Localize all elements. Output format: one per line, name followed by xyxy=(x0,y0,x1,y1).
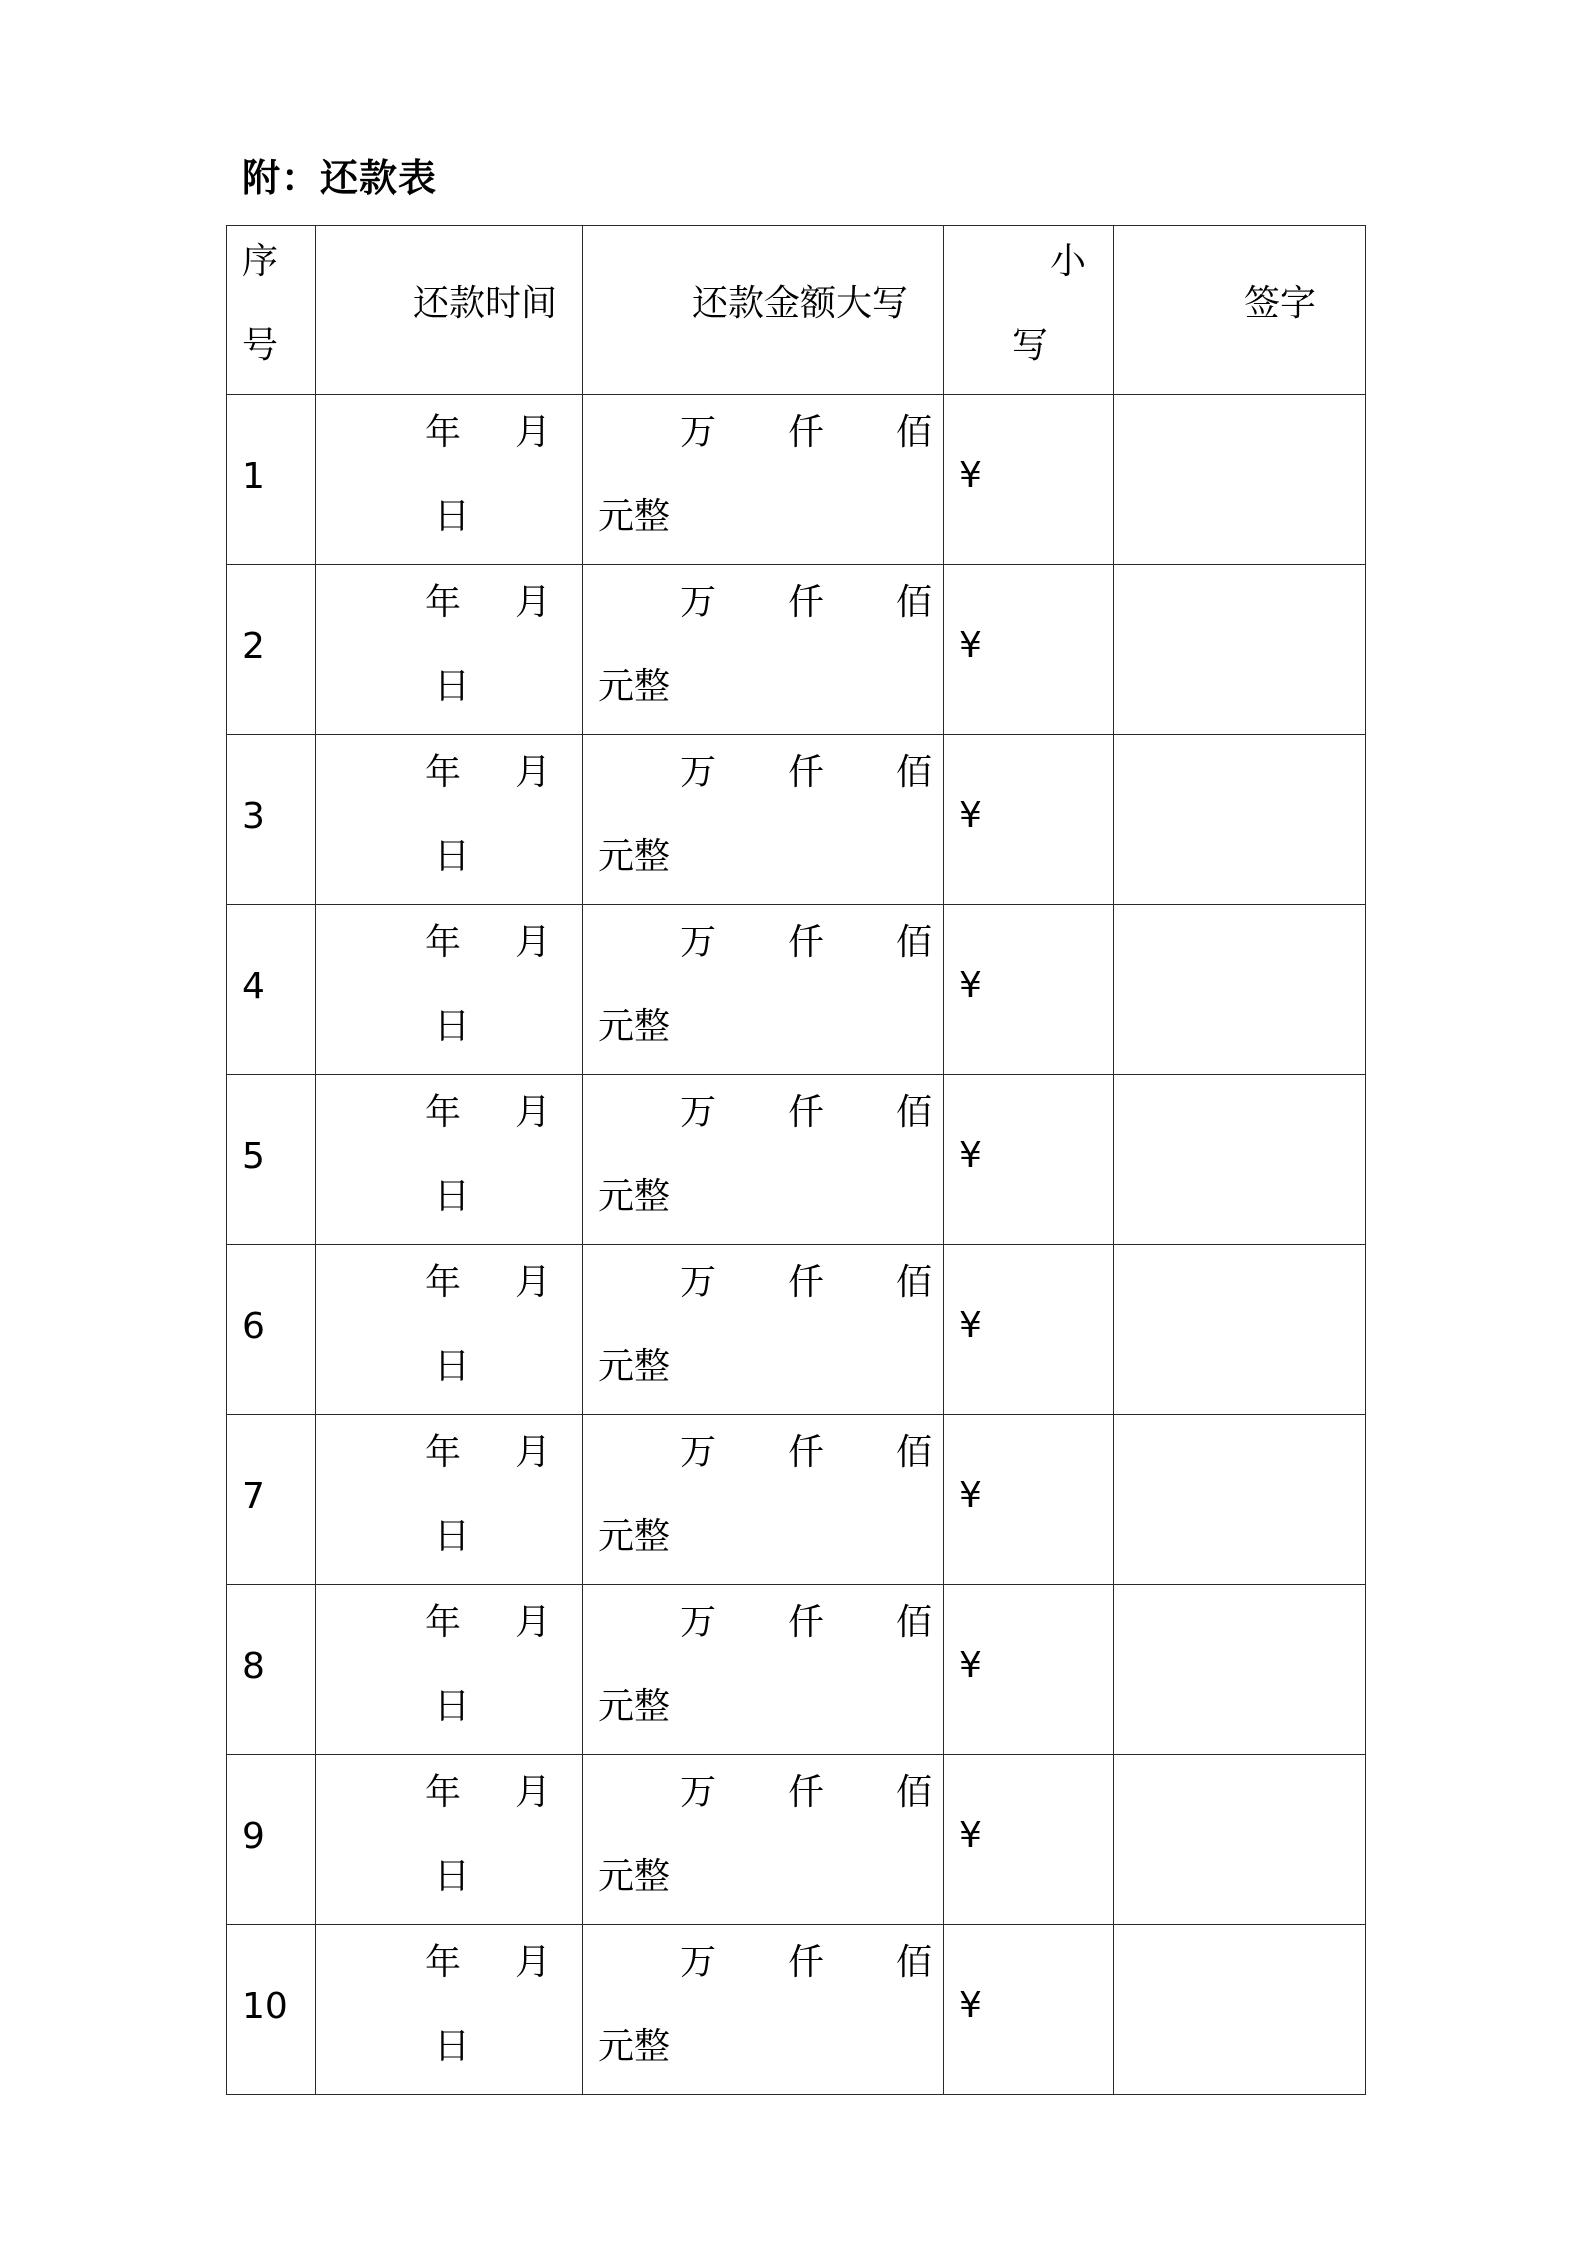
yen-sign: ¥ xyxy=(959,1135,982,1176)
seq-cell xyxy=(227,1755,316,1925)
table-row xyxy=(227,565,1366,735)
seq-cell xyxy=(227,1925,316,2095)
amount-words-cell[interactable] xyxy=(583,1075,944,1245)
yen-sign: ¥ xyxy=(959,455,982,496)
seq-cell xyxy=(227,1075,316,1245)
amount-figure-cell[interactable] xyxy=(944,565,1114,735)
day-label: 日 xyxy=(434,836,471,877)
wan-label: 万 xyxy=(680,412,717,453)
year-label: 年 xyxy=(425,1262,462,1303)
year-label: 年 xyxy=(425,1942,462,1983)
day-label: 日 xyxy=(434,1516,471,1557)
seq-cell xyxy=(227,565,316,735)
header-seq-bottom: 号 xyxy=(242,325,279,366)
date-cell[interactable] xyxy=(316,735,583,905)
month-label: 月 xyxy=(515,1772,552,1813)
seq-cell xyxy=(227,735,316,905)
header-signature: 签字 xyxy=(1244,283,1317,324)
wan-label: 万 xyxy=(680,1602,717,1643)
row-seq-number: 3 xyxy=(242,796,265,837)
row-seq-number: 4 xyxy=(242,966,265,1007)
bai-label: 佰 xyxy=(896,1432,933,1473)
amount-words-cell[interactable] xyxy=(583,1925,944,2095)
day-label: 日 xyxy=(434,1176,471,1217)
signature-cell[interactable] xyxy=(1114,735,1366,905)
qian-label: 仟 xyxy=(788,1772,825,1813)
bai-label: 佰 xyxy=(896,1772,933,1813)
amount-words-cell[interactable] xyxy=(583,565,944,735)
month-label: 月 xyxy=(515,1092,552,1133)
yuan-zheng-label: 元整 xyxy=(598,836,671,877)
table-row xyxy=(227,905,1366,1075)
seq-cell xyxy=(227,905,316,1075)
table-row xyxy=(227,1245,1366,1415)
bai-label: 佰 xyxy=(896,1092,933,1133)
year-label: 年 xyxy=(425,1602,462,1643)
bai-label: 佰 xyxy=(896,1262,933,1303)
qian-label: 仟 xyxy=(788,1602,825,1643)
qian-label: 仟 xyxy=(788,1262,825,1303)
wan-label: 万 xyxy=(680,582,717,623)
row-seq-number: 6 xyxy=(242,1306,265,1347)
signature-cell[interactable] xyxy=(1114,1925,1366,2095)
day-label: 日 xyxy=(434,1346,471,1387)
day-label: 日 xyxy=(434,1686,471,1727)
amount-figure-cell[interactable] xyxy=(944,1585,1114,1755)
date-cell[interactable] xyxy=(316,905,583,1075)
yen-sign: ¥ xyxy=(959,625,982,666)
year-label: 年 xyxy=(425,922,462,963)
signature-cell[interactable] xyxy=(1114,1245,1366,1415)
wan-label: 万 xyxy=(680,1772,717,1813)
header-small-top: 小 xyxy=(1050,241,1087,282)
year-label: 年 xyxy=(425,1432,462,1473)
yen-sign: ¥ xyxy=(959,965,982,1006)
seq-cell xyxy=(227,1585,316,1755)
header-signature-cell xyxy=(1114,226,1366,395)
seq-cell xyxy=(227,395,316,565)
amount-figure-cell[interactable] xyxy=(944,905,1114,1075)
bai-label: 佰 xyxy=(896,1942,933,1983)
header-seq-cell xyxy=(227,226,316,395)
header-small-cell xyxy=(944,226,1114,395)
wan-label: 万 xyxy=(680,1262,717,1303)
yuan-zheng-label: 元整 xyxy=(598,666,671,707)
yen-sign: ¥ xyxy=(959,1985,982,2026)
yuan-zheng-label: 元整 xyxy=(598,1346,671,1387)
wan-label: 万 xyxy=(680,752,717,793)
header-amount-words-cell xyxy=(583,226,944,395)
yen-sign: ¥ xyxy=(959,1645,982,1686)
yen-sign: ¥ xyxy=(959,1305,982,1346)
month-label: 月 xyxy=(515,752,552,793)
yen-sign: ¥ xyxy=(959,1475,982,1516)
signature-cell[interactable] xyxy=(1114,1585,1366,1755)
header-time-cell xyxy=(316,226,583,395)
yen-sign: ¥ xyxy=(959,1815,982,1856)
qian-label: 仟 xyxy=(788,922,825,963)
yuan-zheng-label: 元整 xyxy=(598,1006,671,1047)
yuan-zheng-label: 元整 xyxy=(598,2026,671,2067)
date-cell[interactable] xyxy=(316,1585,583,1755)
month-label: 月 xyxy=(515,1262,552,1303)
amount-figure-cell[interactable] xyxy=(944,1075,1114,1245)
row-seq-number: 9 xyxy=(242,1816,265,1857)
amount-words-cell[interactable] xyxy=(583,1245,944,1415)
table-row xyxy=(227,395,1366,565)
yuan-zheng-label: 元整 xyxy=(598,496,671,537)
wan-label: 万 xyxy=(680,922,717,963)
year-label: 年 xyxy=(425,582,462,623)
table-row xyxy=(227,735,1366,905)
yen-sign: ¥ xyxy=(959,795,982,836)
yuan-zheng-label: 元整 xyxy=(598,1516,671,1557)
amount-figure-cell[interactable] xyxy=(944,1415,1114,1585)
amount-figure-cell[interactable] xyxy=(944,1755,1114,1925)
year-label: 年 xyxy=(425,1772,462,1813)
date-cell[interactable] xyxy=(316,1925,583,2095)
signature-cell[interactable] xyxy=(1114,1075,1366,1245)
row-seq-number: 10 xyxy=(242,1986,288,2027)
signature-cell[interactable] xyxy=(1114,1755,1366,1925)
month-label: 月 xyxy=(515,1602,552,1643)
yuan-zheng-label: 元整 xyxy=(598,1686,671,1727)
amount-figure-cell[interactable] xyxy=(944,1245,1114,1415)
amount-words-cell[interactable] xyxy=(583,1755,944,1925)
header-time: 还款时间 xyxy=(413,283,558,324)
qian-label: 仟 xyxy=(788,1092,825,1133)
day-label: 日 xyxy=(434,1856,471,1897)
table-row xyxy=(227,1075,1366,1245)
repayment-table xyxy=(226,225,1366,2095)
day-label: 日 xyxy=(434,2026,471,2067)
signature-cell[interactable] xyxy=(1114,1415,1366,1585)
day-label: 日 xyxy=(434,1006,471,1047)
month-label: 月 xyxy=(515,1942,552,1983)
amount-words-cell[interactable] xyxy=(583,395,944,565)
header-small-bottom: 写 xyxy=(1012,325,1049,366)
row-seq-number: 7 xyxy=(242,1476,265,1517)
date-cell[interactable] xyxy=(316,1755,583,1925)
yuan-zheng-label: 元整 xyxy=(598,1176,671,1217)
bai-label: 佰 xyxy=(896,582,933,623)
amount-words-cell[interactable] xyxy=(583,735,944,905)
year-label: 年 xyxy=(425,1092,462,1133)
date-cell[interactable] xyxy=(316,395,583,565)
amount-words-cell[interactable] xyxy=(583,1415,944,1585)
day-label: 日 xyxy=(434,666,471,707)
amount-figure-cell[interactable] xyxy=(944,395,1114,565)
yuan-zheng-label: 元整 xyxy=(598,1856,671,1897)
date-cell[interactable] xyxy=(316,1245,583,1415)
qian-label: 仟 xyxy=(788,1942,825,1983)
qian-label: 仟 xyxy=(788,752,825,793)
bai-label: 佰 xyxy=(896,752,933,793)
bai-label: 佰 xyxy=(896,1602,933,1643)
amount-figure-cell[interactable] xyxy=(944,1925,1114,2095)
amount-figure-cell[interactable] xyxy=(944,735,1114,905)
seq-cell xyxy=(227,1245,316,1415)
qian-label: 仟 xyxy=(788,412,825,453)
month-label: 月 xyxy=(515,1432,552,1473)
table-row xyxy=(227,1925,1366,2095)
table-row xyxy=(227,1415,1366,1585)
wan-label: 万 xyxy=(680,1092,717,1133)
date-cell[interactable] xyxy=(316,565,583,735)
header-amount-words: 还款金额大写 xyxy=(692,283,909,324)
bai-label: 佰 xyxy=(896,412,933,453)
amount-words-cell[interactable] xyxy=(583,905,944,1075)
month-label: 月 xyxy=(515,412,552,453)
date-cell[interactable] xyxy=(316,1415,583,1585)
amount-words-cell[interactable] xyxy=(583,1585,944,1755)
signature-cell[interactable] xyxy=(1114,905,1366,1075)
wan-label: 万 xyxy=(680,1432,717,1473)
signature-cell[interactable] xyxy=(1114,395,1366,565)
signature-cell[interactable] xyxy=(1114,565,1366,735)
seq-cell xyxy=(227,1415,316,1585)
qian-label: 仟 xyxy=(788,582,825,623)
table-row xyxy=(227,1585,1366,1755)
month-label: 月 xyxy=(515,922,552,963)
header-seq-top: 序 xyxy=(242,241,279,282)
table-header-row xyxy=(227,226,1366,395)
table-row xyxy=(227,1755,1366,1925)
day-label: 日 xyxy=(434,496,471,537)
bai-label: 佰 xyxy=(896,922,933,963)
row-seq-number: 1 xyxy=(242,456,265,497)
month-label: 月 xyxy=(515,582,552,623)
wan-label: 万 xyxy=(680,1942,717,1983)
year-label: 年 xyxy=(425,412,462,453)
row-seq-number: 2 xyxy=(242,626,265,667)
row-seq-number: 8 xyxy=(242,1646,265,1687)
date-cell[interactable] xyxy=(316,1075,583,1245)
year-label: 年 xyxy=(425,752,462,793)
page-title: 附：还款表 xyxy=(242,156,438,200)
qian-label: 仟 xyxy=(788,1432,825,1473)
row-seq-number: 5 xyxy=(242,1136,265,1177)
